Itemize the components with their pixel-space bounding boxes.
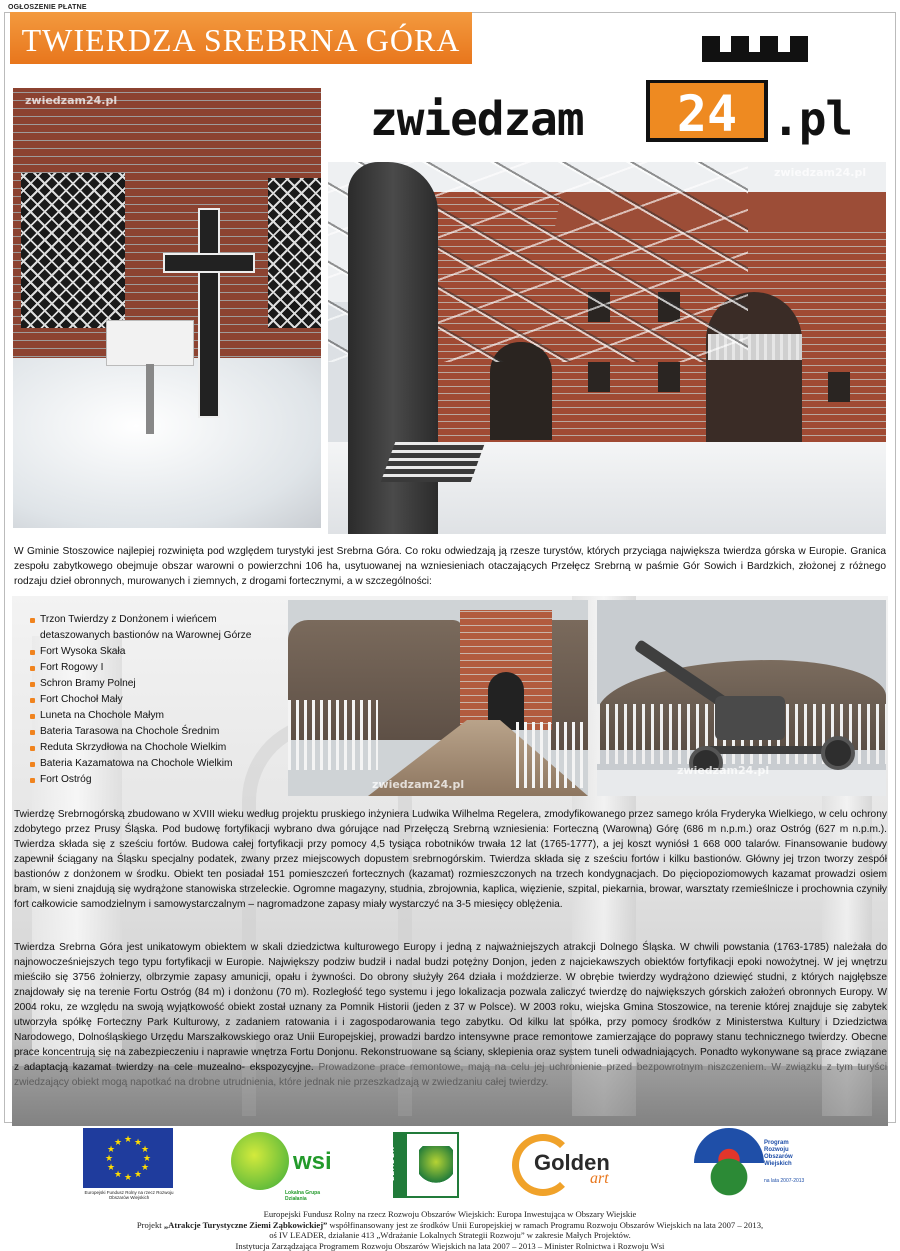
svg-text:★: ★ xyxy=(106,1145,116,1155)
qwsi-logo xyxy=(231,1132,341,1202)
list-item: Trzon Twierdzy z Donżonem i wieńcem xyxy=(34,612,294,628)
footer-line xyxy=(0,1220,900,1231)
heritage-text: Twierdza Srebrna Góra jest unikatowym obiektem w skali dziedzictwa kulturowego Europy i jedną z najważniejszych atrakcji Dolnego Śląska. W chwili powstania (1763-1785) należała do najnowocześniejszych tego typu fortyfikacji w Europie. Największy podziw budził i nadal budzi potężny Donjon, jeden z najciekawszych obiektów fortyfikacji epoki nowożytnej. W jej wnętrzu mieściło się 3756 żołnierzy, olbrzymie zapasy amunicji, opału i żywności. Do obrony służyły 264 działa i moździerze. W obrębie twierdzy wydrążono dziewięć studni, z których najgłębsze znajdowały się na terenie Fortu Ostróg (84 m) i donżonu (70 m). Rozległość tego systemu i jego lokalizacja pozwala zaliczyć twierdzę do największych górskich założeń obronnych Europy. W 2004 roku, ze względu na swoją wyjątkowość obiekt został uznany za Pomnik Historii (jeden z 37 w Polsce). W 2003 roku, wiejska Gmina Stoszowice, na terenie której znajduje się zabytek utworzyła spółkę Forteczny Park Kulturowy, z zadaniem ratowania i i zagospodarowania tego zabytku. Od kilku lat spółka, przy pomocy środków z Ministerstwa Kultury i Dziedzictwa Narodowego, Dolnośląskiego Urzędu Marszałkowskiego oraz Unii Europejskiej, prowadzi bardzo intensywne prace remontowe zamierzające do poprawy stanu technicznego twierdzy. Obecne prace koncentrują się na zabezpieczeniu i naprawie wnętrza Fortu Donjonu. Rekonstruowane są ściany, sklepienia oraz system tuneli odwadniających. Ponadto wykonywane są prace związane z adaptacją kazamat twierdzy na cele muzealno- ekspozycyjne. xyxy=(14,942,887,1073)
photo-watermark: zwiedzam24.pl xyxy=(372,778,465,791)
svg-text:★: ★ xyxy=(113,1138,123,1148)
photo-fortress-courtyard xyxy=(328,162,886,534)
svg-text:★: ★ xyxy=(113,1170,123,1180)
svg-text:★: ★ xyxy=(106,1163,116,1173)
logo-crenel-icon xyxy=(702,36,720,54)
footer-line: Instytucja Zarządzająca Programem Rozwoju Obszarów Wiejskich na lata 2007 – 2013 – Minister Rolnictwa i Rozwoju Wsi xyxy=(235,1240,665,1251)
list-item: Fort Wysoka Skała xyxy=(34,644,294,660)
logo-word: zwiedzam xyxy=(370,92,584,146)
photo-watermark: zwiedzam24.pl xyxy=(677,764,770,777)
list-item: Reduta Skrzydłowa na Chochole Wielkim xyxy=(34,740,294,756)
cross-icon xyxy=(198,208,220,418)
prow-years: na lata 2007-2013 xyxy=(764,1178,805,1184)
logo-crenel-icon xyxy=(790,36,808,54)
prow-logo xyxy=(694,1128,844,1200)
prow-line: Program xyxy=(764,1140,789,1146)
photo-brick-wall-cross xyxy=(13,88,321,528)
zwiedzam24-logo[interactable] xyxy=(366,36,886,144)
project-name: „Atrakcje Turystyczne Ziemi Ząbkowickiej” xyxy=(163,1219,328,1230)
golden-name: Golden xyxy=(534,1150,610,1175)
leader-name: LEADER xyxy=(388,1146,396,1181)
page-title: TWIERDZA SREBRNA GÓRA xyxy=(21,22,461,58)
list-item: Bateria Tarasowa na Chochole Średnim xyxy=(34,724,294,740)
logo-domain: .pl xyxy=(772,92,853,146)
funding-footer xyxy=(0,1209,900,1251)
leader-logo xyxy=(388,1132,459,1198)
eu-flag-logo xyxy=(83,1128,173,1188)
list-item: Luneta na Chochole Małym xyxy=(34,708,294,724)
prow-line: Rozwoju xyxy=(764,1147,789,1153)
photo-watermark: zwiedzam24.pl xyxy=(774,166,867,179)
photo-cannon xyxy=(597,600,886,796)
footer-text: współfinansowany jest ze środków Unii Europejskiej w ramach Programu Rozwoju Obszarów Wiejskich na lata 2007 – 2013, xyxy=(327,1219,764,1230)
eu-stars-icon xyxy=(83,1128,173,1188)
svg-text:★: ★ xyxy=(142,1154,152,1164)
list-item-continued: detaszowanych bastionów na Warownej Górze xyxy=(40,630,252,641)
photo-watermark: zwiedzam24.pl xyxy=(25,94,118,107)
logo-crenel-icon xyxy=(731,36,749,54)
eu-caption: Europejski Fundusz Rolny na rzecz Rozwoju Obszarów Wiejskich xyxy=(84,1190,174,1200)
photo-fortress-gate xyxy=(288,600,588,796)
svg-text:★: ★ xyxy=(133,1170,143,1180)
paid-ad-label: OGŁOSZENIE PŁATNE xyxy=(8,4,87,11)
qwsi-subtitle: Lokalna Grupa Działania xyxy=(285,1190,321,1202)
bench xyxy=(381,442,486,482)
history-paragraph: Twierdzę Srebrnogórską zbudowano w XVIII wieku według projektu pruskiego inżyniera Ludwika Wilhelma Regelera, zmodyfikowanego przez samego króla Fryderyka Wielkiego, w celu ochrony zdobytego przez Prusy Śląska. Pod budowę fortyfikacji wybrano dwa górujące nad Przełęczą Srebrną wzniesienia: Forteczną (Warowną) Górę (686 m n.p.m.) oraz Ostróg (627 m n.p.m.). Twierdza składa się z sześciu fortów. Budowa całej fortyfikacji przy pomocy 4,5 tysiąca robotników trwała 12 lat (1765-1777), a jej koszt wyniósł 1 668 000 talarów. Finansowanie budowy zapewnił ściągany na Śląsku specjalny podatek, zwany przez miejscowych dopustem srebrnogórskim. Twierdza składa się z sześciu fortów i kilku bastionów. Główny jej trzon tworzy zespół bastionów z donżonem w środku. Obiekt ten posiadał 151 pomieszczeń fortecznych (kazamat) rozmieszczonych na trzech kondygnacjach. Do pięciopoziomowych kazamat prowadzi osiem bram, w sieni znajdują się wydrążone stanowiska strzeleckie. Ogromne magazyny, studnia, zbrojownia, kaplica, więzienie, szpital, piekarnia, browar, warsztaty rzemieślnicze i prochownia czyniły fort całkowicie samodzielnym i samowystarczalnym – nagromadzone zapasy miały wystarczyć na 3-5 miesięcy oblężenia. xyxy=(14,809,887,910)
logo-number: 24 xyxy=(676,85,738,143)
footer-line: oś IV LEADER, działanie 413 „Wdrażanie Lokalnych Strategii Rozwoju” w zakresie Małych Projektów. xyxy=(269,1230,631,1240)
svg-text:★: ★ xyxy=(133,1138,143,1148)
list-item: Fort Chochoł Mały xyxy=(34,692,294,708)
heritage-text-faint: Prowadzone prace remontowe, mają na celu jej uchronienie przed bezpowrotnym niszczeniem. W związku z tym turyści zwiedzający obiekt mogą napotkać na drobne utrudnienia, które jednak nie przeszkadzają w zwiedzaniu całej twierdzy. xyxy=(14,1062,888,1088)
heritage-paragraph xyxy=(14,940,887,1090)
qwsi-name: wsi xyxy=(293,1148,332,1175)
list-item: Schron Bramy Polnej xyxy=(34,676,294,692)
logo-crenel-icon xyxy=(760,36,778,54)
svg-text:★: ★ xyxy=(123,1173,133,1183)
prow-line: Obszarów xyxy=(764,1154,793,1160)
qwsi-circle-icon xyxy=(231,1132,289,1190)
sponsor-logos xyxy=(0,1126,900,1206)
prow-line: Wiejskich xyxy=(764,1161,792,1167)
prow-emblem-icon xyxy=(694,1128,764,1198)
svg-text:★: ★ xyxy=(140,1145,150,1155)
logo-number-box xyxy=(646,80,768,142)
svg-text:★: ★ xyxy=(104,1154,114,1164)
forts-list xyxy=(34,612,294,788)
list-item: Fort Ostróg xyxy=(34,772,294,788)
wheel-icon xyxy=(821,736,855,770)
list-item: Bateria Kazamatowa na Chochole Wielkim xyxy=(34,756,294,772)
svg-text:★: ★ xyxy=(140,1163,150,1173)
golden-art-word: art xyxy=(590,1170,609,1187)
golden-art-logo xyxy=(512,1134,622,1198)
intro-paragraph: W Gminie Stoszowice najlepiej rozwinięta pod względem turystyki jest Srebrna Góra. Co roku odwiedzają ją rzesze turystów, których przyciąga największa twierdza górska w Europie. Granica zespołu zabytkowego obejmuje obszar warowni o powierzchni 106 ha, usytuowanej na wzniesieniach otaczających Przełęcz Srebrną w paśmie Gór Sowich i Bardzkich, złożonej z różnego rodzaju dzieł obronnych, murowanych i ziemnych, z drogami fortecznymi, a w szczególności: xyxy=(14,546,886,587)
footer-text: Projekt xyxy=(136,1219,164,1230)
leaf-icon xyxy=(419,1146,453,1186)
svg-text:★: ★ xyxy=(123,1135,133,1145)
footer-line: Europejski Fundusz Rolny na rzecz Rozwoju Obszarów Wiejskich: Europa Inwestująca w Obszary Wiejskie xyxy=(263,1209,637,1219)
list-item: Fort Rogowy I xyxy=(34,660,294,676)
